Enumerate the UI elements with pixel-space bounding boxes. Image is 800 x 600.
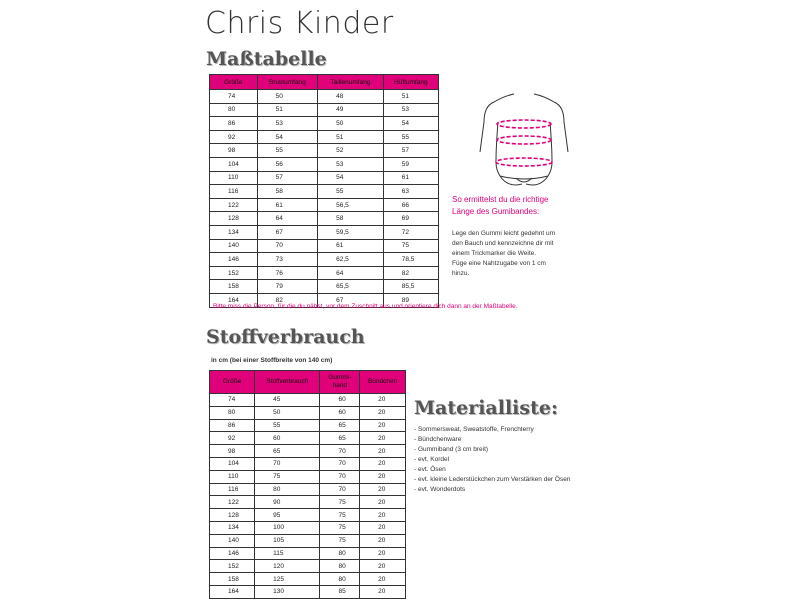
table-cell: 45 xyxy=(255,394,320,407)
table-cell: 134 xyxy=(210,225,258,239)
table-cell: 122 xyxy=(210,198,258,212)
table-cell: 57 xyxy=(383,144,438,158)
instruction-line: den Bauch und kennzeichne dir mit xyxy=(452,240,554,247)
table-row xyxy=(210,496,406,509)
table-cell: 53 xyxy=(318,157,384,171)
table-row xyxy=(210,171,439,185)
table-cell: 61 xyxy=(318,239,384,253)
table-row xyxy=(210,198,439,212)
table-cell: 69 xyxy=(383,212,438,226)
material-list-heading: Materialliste: xyxy=(414,397,558,419)
table-row xyxy=(210,239,439,253)
column-header: Gummi- band xyxy=(320,371,360,394)
table-row xyxy=(210,117,439,131)
table-cell: 52 xyxy=(318,144,384,158)
table-cell: 61 xyxy=(383,171,438,185)
material-item: - evt. Kordel xyxy=(414,456,450,463)
table-row xyxy=(210,509,406,522)
table-cell: 70 xyxy=(320,470,360,483)
table-row xyxy=(210,432,406,445)
table-cell: 115 xyxy=(255,547,320,560)
table-cell: 128 xyxy=(210,509,255,522)
table-cell: 55 xyxy=(257,144,317,158)
instruction-title-line: Länge des Gumibandes: xyxy=(452,207,540,216)
size-chart-heading: Maßtabelle xyxy=(206,48,327,70)
table-cell: 20 xyxy=(360,585,406,598)
instruction-body xyxy=(452,229,602,279)
table-cell: 95 xyxy=(255,509,320,522)
table-cell: 80 xyxy=(255,483,320,496)
table-cell: 67 xyxy=(318,293,384,307)
table-cell: 59,5 xyxy=(318,225,384,239)
table-cell: 104 xyxy=(210,157,258,171)
table-cell: 75 xyxy=(383,239,438,253)
instruction-title xyxy=(452,194,592,218)
table-cell: 20 xyxy=(360,432,406,445)
table-cell: 20 xyxy=(360,521,406,534)
table-cell: 64 xyxy=(257,212,317,226)
table-cell: 75 xyxy=(320,534,360,547)
table-header-row xyxy=(210,371,406,394)
table-cell: 70 xyxy=(320,445,360,458)
measurement-notice: Bitte miss die Person, für die du nähst, vor dem Zuschnitt aus und orientiere dich dann an der Maßtabelle. xyxy=(213,303,518,310)
table-cell: 51 xyxy=(383,90,438,104)
table-cell: 134 xyxy=(210,521,255,534)
table-cell: 70 xyxy=(255,457,320,470)
table-cell: 65 xyxy=(255,445,320,458)
table-cell: 120 xyxy=(255,560,320,573)
table-row xyxy=(210,144,439,158)
table-cell: 20 xyxy=(360,406,406,419)
table-cell: 140 xyxy=(210,534,255,547)
table-cell: 56,5 xyxy=(318,198,384,212)
instruction-line: hinzu. xyxy=(452,270,470,277)
table-row xyxy=(210,521,406,534)
instruction-line: Füge eine Nahtzugabe von 1 cm xyxy=(452,260,546,267)
material-item: - evt. kleine Lederstückchen zum Verstärken der Ösen xyxy=(414,476,571,483)
material-item: - evt. Ösen xyxy=(414,466,446,473)
table-row xyxy=(210,585,406,598)
table-row xyxy=(210,547,406,560)
table-cell: 92 xyxy=(210,432,255,445)
table-cell: 54 xyxy=(383,117,438,131)
table-cell: 20 xyxy=(360,573,406,586)
table-cell: 164 xyxy=(210,293,258,307)
table-cell: 92 xyxy=(210,130,258,144)
material-item: - Bündchenware xyxy=(414,436,462,443)
table-cell: 116 xyxy=(210,185,258,199)
table-cell: 49 xyxy=(318,103,384,117)
table-cell: 80 xyxy=(320,573,360,586)
table-cell: 65 xyxy=(320,419,360,432)
table-row xyxy=(210,470,406,483)
table-cell: 60 xyxy=(320,406,360,419)
column-header: Stoffverbrauch xyxy=(255,371,320,394)
table-cell: 75 xyxy=(320,509,360,522)
column-header: Bündchen xyxy=(360,371,406,394)
table-cell: 110 xyxy=(210,470,255,483)
table-cell: 58 xyxy=(257,185,317,199)
table-cell: 158 xyxy=(210,280,258,294)
table-cell: 75 xyxy=(320,521,360,534)
table-cell: 76 xyxy=(257,266,317,280)
table-cell: 146 xyxy=(210,547,255,560)
table-row xyxy=(210,280,439,294)
table-cell: 72 xyxy=(383,225,438,239)
material-item: - evt. Wonderdots xyxy=(414,486,466,493)
table-cell: 20 xyxy=(360,419,406,432)
table-cell: 50 xyxy=(257,90,317,104)
material-item: - Sommersweat, Sweatstoffe, Frenchterry xyxy=(414,426,534,433)
column-header: Größe xyxy=(210,371,255,394)
table-cell: 100 xyxy=(255,521,320,534)
table-cell: 64 xyxy=(318,266,384,280)
table-cell: 75 xyxy=(320,496,360,509)
table-row xyxy=(210,130,439,144)
table-row xyxy=(210,225,439,239)
table-cell: 61 xyxy=(257,198,317,212)
size-chart-table xyxy=(209,74,439,308)
table-cell: 65,5 xyxy=(318,280,384,294)
table-cell: 70 xyxy=(320,457,360,470)
table-cell: 82 xyxy=(383,266,438,280)
table-cell: 98 xyxy=(210,445,255,458)
table-row xyxy=(210,185,439,199)
table-cell: 20 xyxy=(360,534,406,547)
table-cell: 63 xyxy=(383,185,438,199)
table-cell: 164 xyxy=(210,585,255,598)
table-cell: 86 xyxy=(210,419,255,432)
table-cell: 152 xyxy=(210,560,255,573)
material-list xyxy=(414,425,570,495)
table-cell: 59 xyxy=(383,157,438,171)
table-row xyxy=(210,90,439,104)
table-row xyxy=(210,212,439,226)
table-cell: 20 xyxy=(360,445,406,458)
table-row xyxy=(210,406,406,419)
table-cell: 74 xyxy=(210,90,258,104)
table-cell: 73 xyxy=(257,253,317,267)
table-cell: 67 xyxy=(257,225,317,239)
fabric-usage-heading: Stoffverbrauch xyxy=(206,326,365,348)
table-cell: 20 xyxy=(360,560,406,573)
table-cell: 82 xyxy=(257,293,317,307)
table-row xyxy=(210,394,406,407)
table-row xyxy=(210,157,439,171)
table-row xyxy=(210,457,406,470)
table-cell: 57 xyxy=(257,171,317,185)
table-cell: 79 xyxy=(257,280,317,294)
table-row xyxy=(210,253,439,267)
table-cell: 85,5 xyxy=(383,280,438,294)
fabric-usage-table xyxy=(209,370,406,599)
instruction-line: Lege den Gummi leicht gedehnt um xyxy=(452,230,555,237)
table-cell: 128 xyxy=(210,212,258,226)
table-row xyxy=(210,534,406,547)
table-cell: 51 xyxy=(318,130,384,144)
table-cell: 86 xyxy=(210,117,258,131)
table-cell: 58 xyxy=(318,212,384,226)
table-cell: 50 xyxy=(318,117,384,131)
table-cell: 56 xyxy=(257,157,317,171)
table-header-row xyxy=(210,75,439,90)
table-cell: 20 xyxy=(360,496,406,509)
table-cell: 55 xyxy=(383,130,438,144)
table-cell: 55 xyxy=(255,419,320,432)
table-cell: 110 xyxy=(210,171,258,185)
table-row xyxy=(210,419,406,432)
table-cell: 98 xyxy=(210,144,258,158)
table-cell: 70 xyxy=(257,239,317,253)
table-cell: 48 xyxy=(318,90,384,104)
table-cell: 90 xyxy=(255,496,320,509)
table-row xyxy=(210,573,406,586)
table-cell: 80 xyxy=(210,406,255,419)
table-cell: 85 xyxy=(320,585,360,598)
table-cell: 158 xyxy=(210,573,255,586)
table-cell: 20 xyxy=(360,457,406,470)
table-row xyxy=(210,445,406,458)
table-cell: 20 xyxy=(360,394,406,407)
table-row xyxy=(210,266,439,280)
table-cell: 50 xyxy=(255,406,320,419)
table-cell: 116 xyxy=(210,483,255,496)
body-measurement-figure xyxy=(474,92,574,192)
table-cell: 20 xyxy=(360,547,406,560)
table-cell: 104 xyxy=(210,457,255,470)
table-cell: 80 xyxy=(210,103,258,117)
fabric-usage-subtitle: in cm (bei einer Stoffbreite von 140 cm) xyxy=(211,357,333,364)
table-cell: 51 xyxy=(257,103,317,117)
material-item: - Gummiband (3 cm breit) xyxy=(414,446,489,453)
table-cell: 54 xyxy=(257,130,317,144)
table-cell: 60 xyxy=(255,432,320,445)
table-cell: 53 xyxy=(383,103,438,117)
column-header: Hüftumfang xyxy=(383,75,438,90)
table-cell: 80 xyxy=(320,547,360,560)
table-cell: 62,5 xyxy=(318,253,384,267)
table-cell: 66 xyxy=(383,198,438,212)
table-cell: 152 xyxy=(210,266,258,280)
table-cell: 20 xyxy=(360,483,406,496)
table-cell: 70 xyxy=(320,483,360,496)
brand-title: Chris Kinder xyxy=(205,6,394,41)
table-row xyxy=(210,483,406,496)
table-cell: 20 xyxy=(360,470,406,483)
table-cell: 105 xyxy=(255,534,320,547)
table-cell: 78,5 xyxy=(383,253,438,267)
table-cell: 89 xyxy=(383,293,438,307)
table-cell: 80 xyxy=(320,560,360,573)
column-header: Taillenumfang xyxy=(318,75,384,90)
table-cell: 74 xyxy=(210,394,255,407)
table-cell: 125 xyxy=(255,573,320,586)
column-header: Brustumfang xyxy=(257,75,317,90)
table-row xyxy=(210,103,439,117)
table-cell: 53 xyxy=(257,117,317,131)
table-cell: 60 xyxy=(320,394,360,407)
table-cell: 75 xyxy=(255,470,320,483)
table-cell: 140 xyxy=(210,239,258,253)
table-cell: 65 xyxy=(320,432,360,445)
table-cell: 54 xyxy=(318,171,384,185)
table-cell: 55 xyxy=(318,185,384,199)
table-row xyxy=(210,560,406,573)
column-header: Größe xyxy=(210,75,258,90)
table-cell: 20 xyxy=(360,509,406,522)
table-cell: 122 xyxy=(210,496,255,509)
instruction-line: einem Trickmarker die Weite. xyxy=(452,250,537,257)
table-cell: 130 xyxy=(255,585,320,598)
instruction-title-line: So ermittelst du die richtige xyxy=(452,195,549,204)
table-cell: 146 xyxy=(210,253,258,267)
